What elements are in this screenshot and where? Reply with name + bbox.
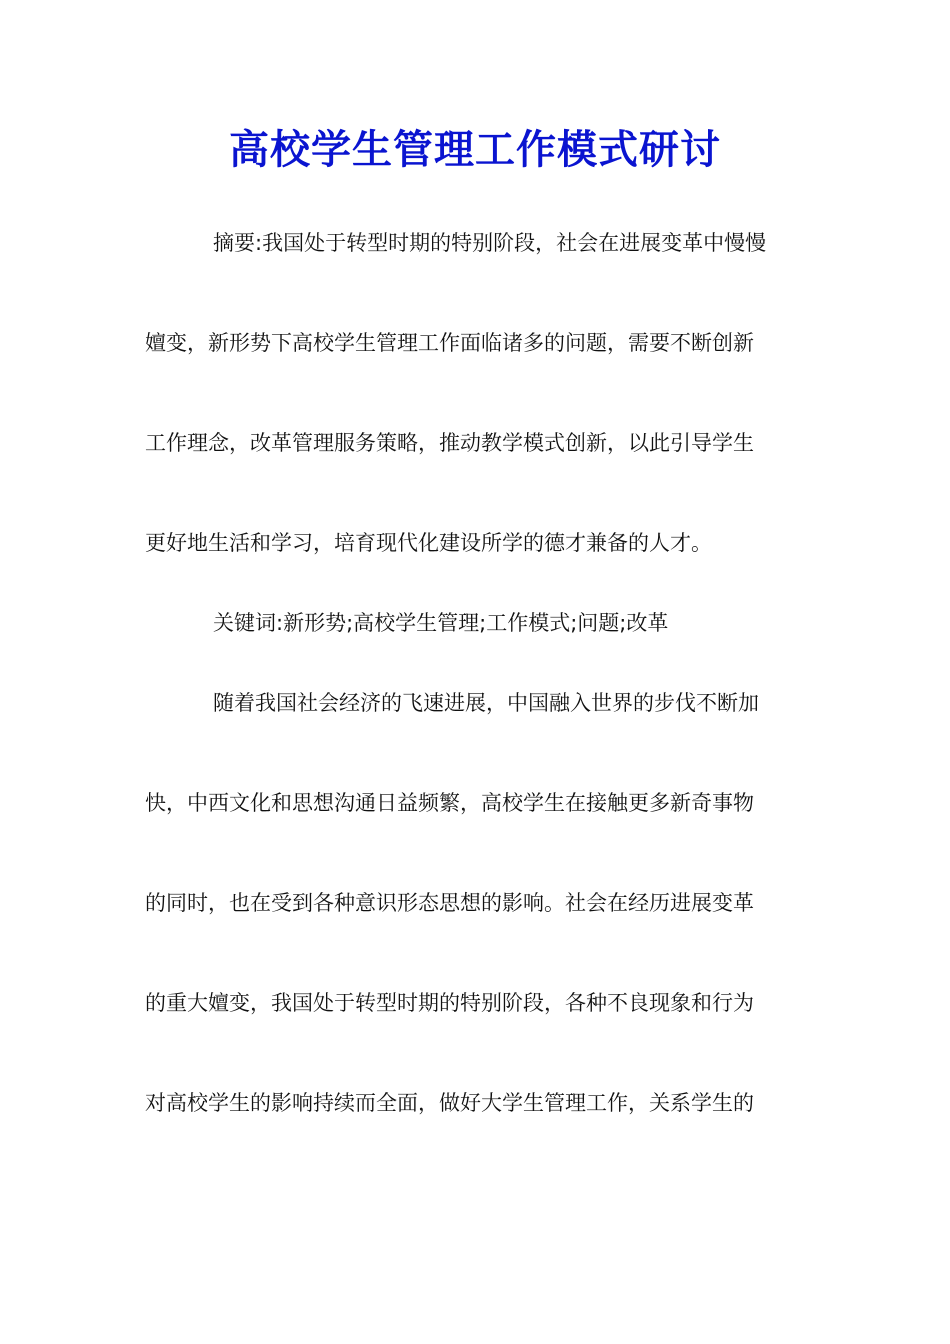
body-line-2: 快，中西文化和思想沟通日益频繁，高校学生在接触更多新奇事物	[145, 791, 754, 815]
body-line-5: 对高校学生的影响持续而全面，做好大学生管理工作，关系学生的	[145, 1091, 754, 1115]
abstract-line-4: 更好地生活和学习，培育现代化建设所学的德才兼备的人才。	[145, 531, 712, 555]
body-line-1: 随着我国社会经济的飞速进展，中国融入世界的步伐不断加	[213, 691, 759, 715]
body-line-3: 的同时，也在受到各种意识形态思想的影响。社会在经历进展变革	[145, 891, 754, 915]
abstract-line-3: 工作理念，改革管理服务策略，推动教学模式创新，以此引导学生	[145, 431, 754, 455]
body-line-4: 的重大嬗变，我国处于转型时期的特别阶段，各种不良现象和行为	[145, 991, 754, 1015]
keywords-line: 关键词:新形势;高校学生管理;工作模式;问题;改革	[213, 611, 669, 635]
abstract-line-2: 嬗变，新形势下高校学生管理工作面临诸多的问题，需要不断创新	[145, 331, 754, 355]
document-title: 高校学生管理工作模式研讨	[229, 126, 721, 173]
abstract-line-1: 摘要:我国处于转型时期的特别阶段，社会在进展变革中慢慢	[213, 231, 767, 255]
